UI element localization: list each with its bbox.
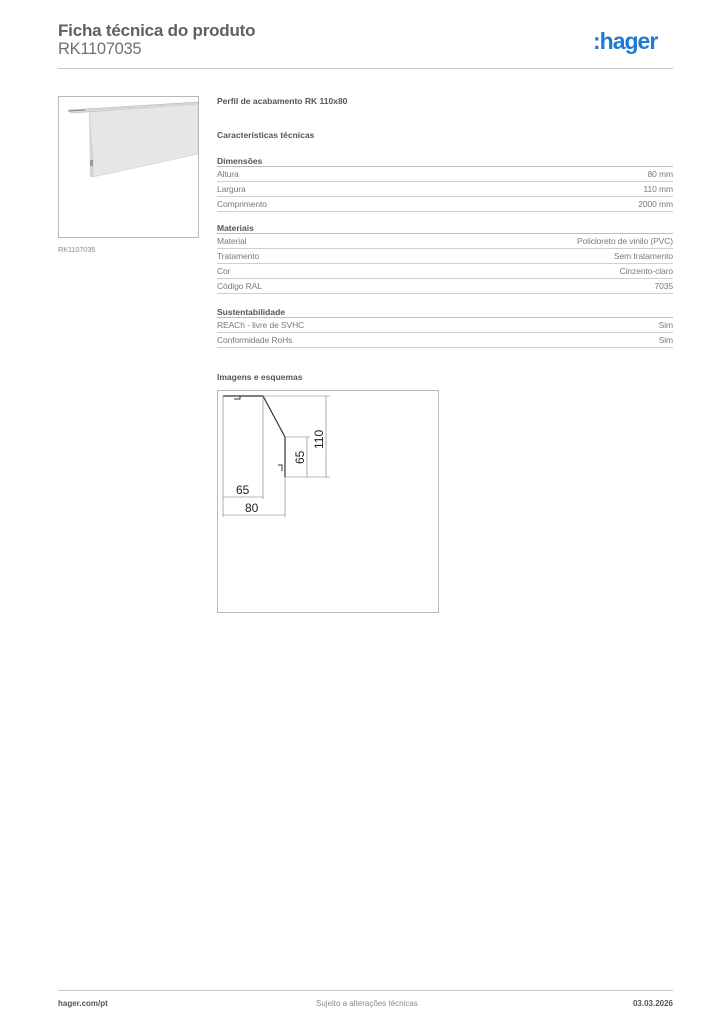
spec-value: 2000 mm bbox=[638, 199, 673, 209]
spec-value: 110 mm bbox=[643, 184, 673, 194]
dim-width-total: 80 bbox=[245, 501, 259, 515]
spec-row bbox=[217, 234, 673, 249]
spec-row bbox=[217, 318, 673, 333]
spec-label: Largura bbox=[217, 184, 246, 194]
header-divider bbox=[58, 68, 673, 69]
materials-heading: Materiais bbox=[217, 222, 673, 234]
sustainability-heading: Sustentabilidade bbox=[217, 306, 673, 318]
footer-website-link[interactable]: hager.com/pt bbox=[58, 999, 108, 1008]
sustainability-group bbox=[217, 306, 673, 348]
product-name: Perfil de acabamento RK 110x80 bbox=[217, 96, 348, 106]
product-photo bbox=[58, 96, 199, 238]
footer-date: 03.03.2026 bbox=[632, 999, 673, 1008]
spec-value: 80 mm bbox=[647, 169, 673, 179]
technical-characteristics-heading: Características técnicas bbox=[217, 130, 315, 140]
spec-row bbox=[217, 279, 673, 294]
spec-label: Código RAL bbox=[217, 281, 262, 291]
product-photo-caption: RK1107035 bbox=[58, 245, 96, 254]
images-schematics-heading: Imagens e esquemas bbox=[217, 372, 303, 382]
footer-divider bbox=[58, 990, 673, 991]
spec-value: Sem tratamento bbox=[613, 251, 673, 261]
spec-label: Conformidade RoHs bbox=[217, 335, 293, 345]
spec-row bbox=[217, 264, 673, 279]
dim-width-inner: 65 bbox=[236, 483, 250, 497]
spec-row bbox=[217, 333, 673, 348]
spec-label: Tratamento bbox=[217, 251, 260, 261]
dimensions-group bbox=[217, 155, 673, 212]
spec-row bbox=[217, 249, 673, 264]
product-code: RK1107035 bbox=[58, 40, 142, 58]
dimensions-heading: Dimensões bbox=[217, 155, 673, 167]
spec-label: REACh - livre de SVHC bbox=[217, 320, 305, 330]
spec-label: Altura bbox=[217, 169, 239, 179]
spec-row bbox=[217, 167, 673, 182]
spec-value: Sim bbox=[658, 335, 673, 345]
profile-photo-icon bbox=[59, 97, 200, 239]
dim-height-lower: 65 bbox=[293, 450, 307, 464]
dim-height-total: 110 bbox=[312, 429, 326, 449]
spec-row bbox=[217, 182, 673, 197]
spec-value: Policloreto de vinilo (PVC) bbox=[576, 236, 673, 246]
spec-label: Material bbox=[217, 236, 247, 246]
spec-row bbox=[217, 197, 673, 212]
hager-logo: :hager bbox=[593, 28, 658, 54]
technical-drawing bbox=[217, 390, 439, 613]
page-title: Ficha técnica do produto bbox=[58, 21, 256, 40]
spec-value: Cinzento-claro bbox=[619, 266, 673, 276]
footer-disclaimer: Sujeito a alterações técnicas bbox=[316, 999, 418, 1008]
spec-value: 7035 bbox=[654, 281, 673, 291]
materials-group bbox=[217, 222, 673, 294]
dimension-drawing-icon bbox=[218, 391, 440, 614]
spec-label: Comprimento bbox=[217, 199, 267, 209]
spec-label: Cor bbox=[217, 266, 231, 276]
spec-value: Sim bbox=[658, 320, 673, 330]
